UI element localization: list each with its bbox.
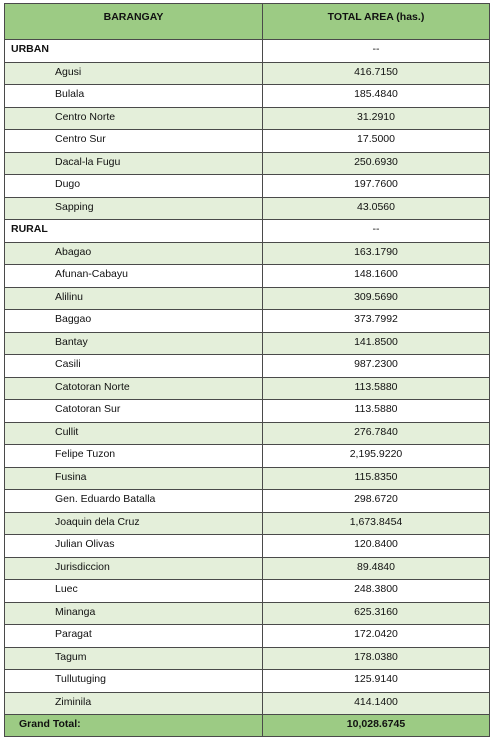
barangay-name: Dacal-la Fugu: [5, 152, 263, 175]
table-row: [5, 62, 490, 85]
total-area-value: 987.2300: [263, 355, 490, 378]
total-area-value: 2,195.9220: [263, 445, 490, 468]
barangay-name: Tagum: [5, 647, 263, 670]
table-row: [5, 310, 490, 333]
table-row: [5, 490, 490, 513]
barangay-name: Afunan-Cabayu: [5, 265, 263, 288]
total-area-value: 163.1790: [263, 242, 490, 265]
table-row: [5, 242, 490, 265]
table-row: [5, 692, 490, 715]
barangay-name: Centro Norte: [5, 107, 263, 130]
table-row: [5, 175, 490, 198]
table-row: [5, 535, 490, 558]
total-area-value: 172.0420: [263, 625, 490, 648]
barangay-name: Paragat: [5, 625, 263, 648]
barangay-name: Julian Olivas: [5, 535, 263, 558]
total-area-value: 373.7992: [263, 310, 490, 333]
total-area-value: 414.1400: [263, 692, 490, 715]
total-area-value: 625.3160: [263, 602, 490, 625]
total-area-value: 1,673.8454: [263, 512, 490, 535]
total-area-value: 276.7840: [263, 422, 490, 445]
total-area-value: 185.4840: [263, 85, 490, 108]
barangay-name: Fusina: [5, 467, 263, 490]
grand-total-row: [5, 715, 490, 737]
barangay-name: Abagao: [5, 242, 263, 265]
barangay-name: Catotoran Norte: [5, 377, 263, 400]
barangay-name: Cullit: [5, 422, 263, 445]
table-row: [5, 625, 490, 648]
total-area-value: 416.7150: [263, 62, 490, 85]
table-header-row: [5, 4, 490, 40]
group-label: URBAN: [5, 40, 263, 63]
table-row: [5, 647, 490, 670]
table-row: [5, 107, 490, 130]
table-row: [5, 287, 490, 310]
header-barangay: BARANGAY: [5, 4, 263, 40]
grand-total-label: Grand Total:: [5, 715, 263, 737]
table-row: [5, 377, 490, 400]
barangay-name: Jurisdiccion: [5, 557, 263, 580]
barangay-name: Casili: [5, 355, 263, 378]
table-row: [5, 152, 490, 175]
total-area-value: 309.5690: [263, 287, 490, 310]
table-row: [5, 130, 490, 153]
table-row: [5, 355, 490, 378]
table-row: [5, 580, 490, 603]
table-row: [5, 265, 490, 288]
total-area-value: 43.0560: [263, 197, 490, 220]
total-area-value: 17.5000: [263, 130, 490, 153]
header-total-area: TOTAL AREA (has.): [263, 4, 490, 40]
total-area-value: 178.0380: [263, 647, 490, 670]
table-row: [5, 400, 490, 423]
total-area-value: 197.7600: [263, 175, 490, 198]
group-label: RURAL: [5, 220, 263, 243]
total-area-value: 115.8350: [263, 467, 490, 490]
total-area-value: 125.9140: [263, 670, 490, 693]
barangay-name: Alilinu: [5, 287, 263, 310]
barangay-name: Felipe Tuzon: [5, 445, 263, 468]
total-area-value: 113.5880: [263, 400, 490, 423]
barangay-name: Bantay: [5, 332, 263, 355]
table-group-row: [5, 220, 490, 243]
barangay-name: Centro Sur: [5, 130, 263, 153]
total-area-value: 120.8400: [263, 535, 490, 558]
barangay-name: Baggao: [5, 310, 263, 333]
table-row: [5, 332, 490, 355]
table-group-row: [5, 40, 490, 63]
total-area-value: 298.6720: [263, 490, 490, 513]
table-body: [5, 40, 490, 715]
table-row: [5, 557, 490, 580]
table-row: [5, 670, 490, 693]
table-row: [5, 197, 490, 220]
barangay-name: Luec: [5, 580, 263, 603]
barangay-name: Sapping: [5, 197, 263, 220]
total-area-value: --: [263, 40, 490, 63]
total-area-value: 89.4840: [263, 557, 490, 580]
table-row: [5, 602, 490, 625]
total-area-value: 141.8500: [263, 332, 490, 355]
total-area-value: --: [263, 220, 490, 243]
table-row: [5, 445, 490, 468]
table-row: [5, 422, 490, 445]
total-area-value: 113.5880: [263, 377, 490, 400]
barangay-name: Bulala: [5, 85, 263, 108]
total-area-value: 248.3800: [263, 580, 490, 603]
barangay-name: Gen. Eduardo Batalla: [5, 490, 263, 513]
barangay-name: Minanga: [5, 602, 263, 625]
barangay-name: Dugo: [5, 175, 263, 198]
barangay-name: Tullutuging: [5, 670, 263, 693]
grand-total-value: 10,028.6745: [263, 715, 490, 737]
barangay-name: Catotoran Sur: [5, 400, 263, 423]
area-table-container: [4, 3, 489, 737]
barangay-name: Joaquin dela Cruz: [5, 512, 263, 535]
total-area-value: 148.1600: [263, 265, 490, 288]
table-row: [5, 85, 490, 108]
barangay-area-table: [4, 3, 490, 737]
barangay-name: Agusi: [5, 62, 263, 85]
total-area-value: 31.2910: [263, 107, 490, 130]
barangay-name: Ziminila: [5, 692, 263, 715]
total-area-value: 250.6930: [263, 152, 490, 175]
table-row: [5, 467, 490, 490]
table-row: [5, 512, 490, 535]
